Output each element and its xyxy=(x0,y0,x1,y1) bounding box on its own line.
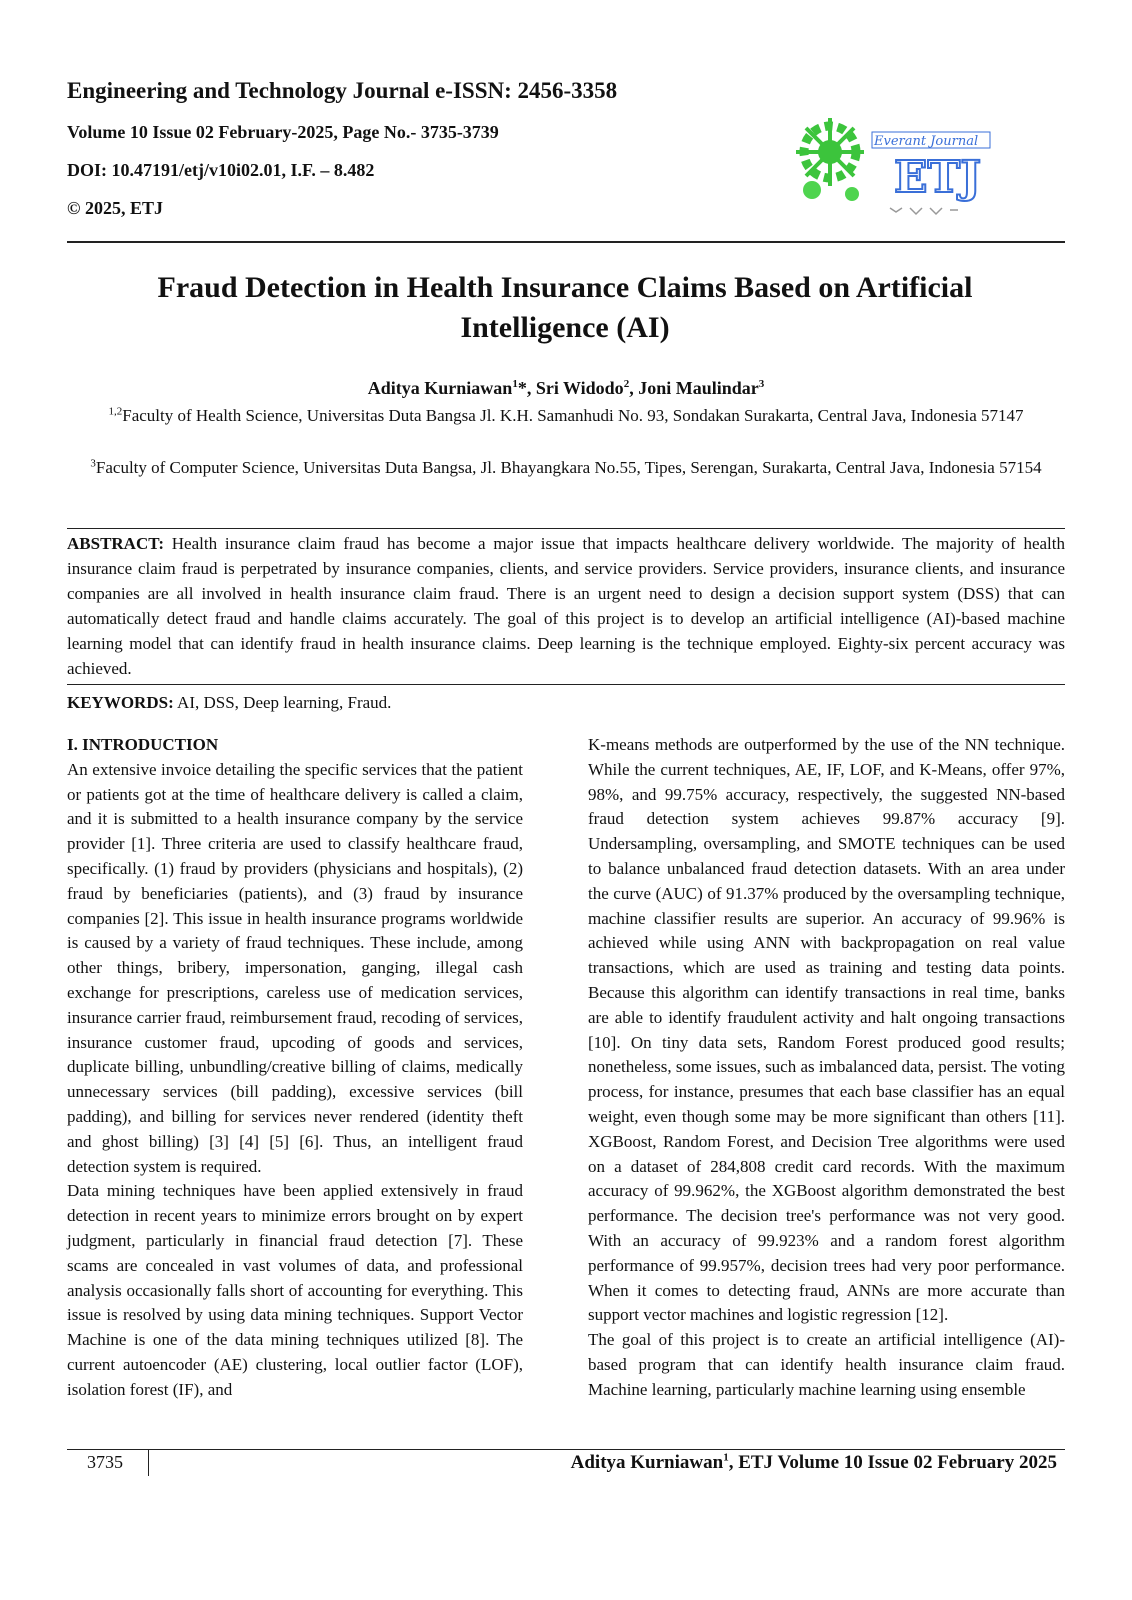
right-column xyxy=(588,733,1065,1403)
etj-logo xyxy=(790,112,1000,222)
abstract-text: Health insurance claim fraud has become a major issue that impacts healthcare delivery worldwide. The majority of health insurance claim fraud is perpetrated by insurance companies, clients, and service providers. Service providers, insurance clients, and insurance companies are all involved in health insurance claim fraud. There is an urgent need to design a decision support system (DSS) that can automatically detect fraud and handle claims accurately. The goal of this project is to develop an artificial intelligence (AI)-based machine learning model that can identify fraud in health insurance claims. Deep learning is the technique employed. Eighty-six percent accuracy was achieved. xyxy=(67,534,1066,678)
keywords xyxy=(67,690,1065,715)
journal-name: Engineering and Technology Journal e-ISSN: 2456-3358 xyxy=(67,78,618,103)
volume-info: Volume 10 Issue 02 February-2025, Page No.- 3735-3739 xyxy=(67,122,499,142)
author-affil-mark: 3 xyxy=(758,378,765,390)
affiliation-mark: 3 xyxy=(90,457,96,470)
keywords-label: KEYWORDS: xyxy=(67,693,174,712)
author-name: Joni Maulindar xyxy=(638,378,759,398)
logo-mark: ETJ xyxy=(894,152,982,203)
author-affil-mark: 1 xyxy=(512,378,518,390)
footer-separator xyxy=(148,1450,149,1476)
header-divider xyxy=(67,241,1065,243)
body-paragraph: An extensive invoice detailing the specific services that the patient or patients got at the time of healthcare delivery is called a claim, and it is submitted to a health insurance company by the service provider [1]. Three criteria are used to classify healthcare fraud, specifically. (1) fraud by providers (physicians and hospitals), (2) fraud by beneficiaries (patients), and (3) fraud by insurance companies [2]. This issue in health insurance programs worldwide is caused by a variety of fraud techniques. These include, among other things, bribery, impersonation, ganging, illegal cash exchange for prescriptions, careless use of medication services, insurance carrier fraud, reimbursement fraud, recoding of services, insurance customer fraud, upcoding of goods and services, duplicate billing, unbundling/creative billing of claims, medically unnecessary services (bill padding), excessive services (bill padding), and billing for services never rendered (identity theft and ghost billing) [3] [4] [5] [6]. Thus, an intelligent fraud detection system is required. xyxy=(67,759,523,1176)
gear-icon xyxy=(796,118,864,201)
body-paragraph: The goal of this project is to create an artificial intelligence (AI)-based program that can identify health insurance claim fraud. Machine learning, particularly machine learning using ensemble xyxy=(588,1330,1065,1399)
abstract-label: ABSTRACT: xyxy=(67,534,164,553)
affiliation xyxy=(90,455,1042,480)
abstract-divider-top xyxy=(67,528,1065,529)
running-author: Aditya Kurniawan xyxy=(570,1452,724,1473)
affiliation xyxy=(90,403,1042,428)
author-name: Sri Widodo xyxy=(535,378,624,398)
author-affil-mark: 2 xyxy=(623,378,630,390)
affiliation-mark: 1,2 xyxy=(108,405,123,418)
page-number: 3735 xyxy=(87,1452,123,1472)
abstract-divider-bottom xyxy=(67,684,1065,685)
running-citation: , ETJ Volume 10 Issue 02 February 2025 xyxy=(728,1452,1057,1473)
author-separator: , xyxy=(526,378,536,398)
affiliation-text: Faculty of Health Science, Universitas Duta Bangsa Jl. K.H. Samanhudi No. 93, Sondakan Surakarta, Central Java, Indonesia 57147 xyxy=(122,406,1024,425)
footer-divider xyxy=(67,1449,1065,1450)
body-paragraph: K-means methods are outperformed by the use of the NN technique. While the current techniques, AE, IF, LOF, and K-Means, offer 97%, 98%, and 99.75% accuracy, respectively, the suggested NN-based fraud detection system achieves 99.87% accuracy [9]. Undersampling, oversampling, and SMOTE techniques can be used to balance unbalanced fraud detection datasets. With an area under the curve (AUC) of 91.37% produced by the oversampling technique, machine classifier results are superior. An accuracy of 99.96% is achieved while using ANN with backpropagation on real value transactions, which are used as training and testing data points. Because this algorithm can identify transactions in real time, banks are able to identify fraudulent activity and halt ongoing transactions [10]. On tiny data sets, Random Forest produced good results; nonetheless, some issues, such as imbalanced data, persist. The voting process, for instance, presumes that each base classifier has an equal weight, even though some may be more significant than others [11]. XGBoost, Random Forest, and Decision Tree algorithms were used on a dataset of 284,808 credit card records. With the maximum accuracy of 99.962%, the XGBoost algorithm demonstrated the best performance. The decision tree's performance was not very good. With an accuracy of 99.923% and a random forest algorithm performance of 99.957%, decision trees had very poor performance. When it comes to detecting fraud, ANNs are more accurate than support vector machines and logistic regression [12]. xyxy=(588,735,1066,1325)
abstract xyxy=(67,531,1065,681)
copyright: © 2025, ETJ xyxy=(67,198,163,218)
body-paragraph: Data mining techniques have been applied extensively in fraud detection in recent years to minimize errors brought on by expert judgment, particularly in financial fraud detection [7]. These scams are concealed in vast volumes of data, and professional analysis occasionally falls short of accounting for everything. This issue is resolved by using data mining techniques. Support Vector Machine is one of the data mining techniques utilized [8]. The current autoencoder (AE) clustering, local outlier factor (LOF), isolation forest (IF), and xyxy=(67,1181,523,1399)
keywords-text: AI, DSS, Deep learning, Fraud. xyxy=(177,693,392,712)
running-footer xyxy=(571,1452,1057,1474)
author-list xyxy=(0,378,1132,399)
affiliation-text: Faculty of Computer Science, Universitas Duta Bangsa, Jl. Bhayangkara No.55, Tipes, Serengan, Surakarta, Central Java, Indonesia 57154 xyxy=(95,458,1042,477)
logo-text: Everant Journal xyxy=(874,134,979,149)
section-heading: I. INTRODUCTION xyxy=(67,735,219,754)
corresponding-mark: * xyxy=(517,378,527,398)
doi-info: DOI: 10.47191/etj/v10i02.01, I.F. – 8.482 xyxy=(67,160,375,180)
author-name: Aditya Kurniawan xyxy=(367,378,513,398)
running-author-mark: 1 xyxy=(723,1451,729,1464)
paper-title: Fraud Detection in Health Insurance Claims Based on Artificial Intelligence (AI) xyxy=(157,271,973,344)
author-separator: , xyxy=(629,378,639,398)
left-column xyxy=(67,733,523,1403)
